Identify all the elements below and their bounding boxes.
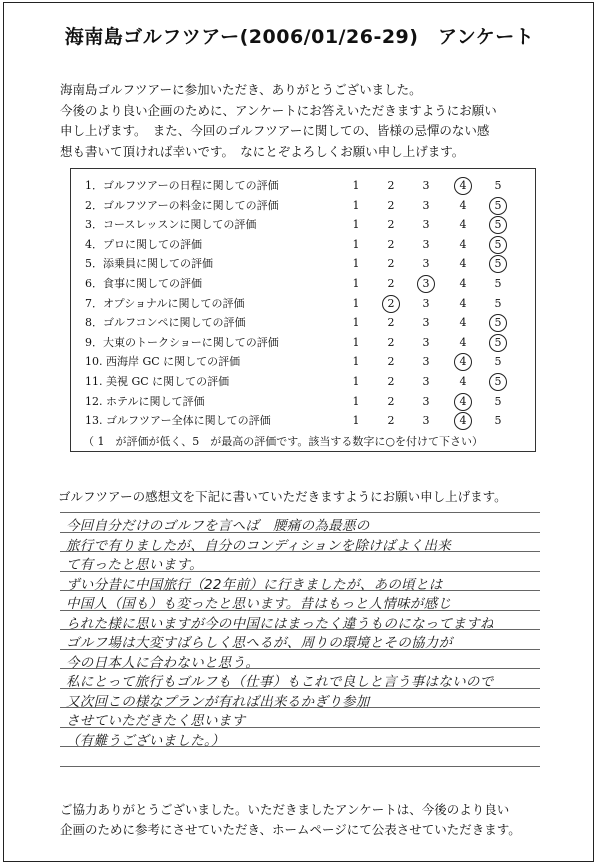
handwritten-line: 又次回この様なプランが有れば出来るかぎり参加 bbox=[66, 693, 370, 710]
evaluation-label: 12. ホテルに関して評価 bbox=[85, 394, 205, 408]
score-option[interactable]: 3 bbox=[422, 179, 430, 192]
selected-score[interactable]: 3 bbox=[417, 274, 435, 294]
score-option[interactable]: 5 bbox=[494, 355, 502, 369]
evaluation-label: 8．ゴルフコンペに関しての評価 bbox=[85, 316, 246, 330]
evaluation-label: 4．プロに関しての評価 bbox=[85, 237, 202, 251]
evaluation-label: 10. 西海岸 GC に関しての評価 bbox=[85, 355, 241, 369]
handwritten-line: 旅行で有りましたが、自分のコンディションを除けばよく出来 bbox=[66, 537, 452, 554]
selected-score[interactable]: 4 bbox=[454, 392, 472, 412]
score-option[interactable]: 3 bbox=[422, 316, 430, 330]
closing-line: 企画のために参考にさせていただき、ホームページにて公表させていただきます。 bbox=[60, 822, 521, 837]
score-option[interactable]: 1 bbox=[352, 414, 360, 428]
intro-line: 今後のより良い企画のために、アンケートにお答えいただきますようにお願い bbox=[60, 102, 497, 118]
score-option[interactable]: 1 bbox=[352, 316, 360, 330]
score-option[interactable]: 5 bbox=[494, 179, 502, 192]
score-option[interactable]: 1 bbox=[352, 218, 360, 232]
evaluation-row bbox=[71, 176, 537, 196]
evaluation-row bbox=[71, 411, 537, 431]
handwritten-line: 私にとって旅行もゴルフも（仕事）もこれで良しと言う事はないので bbox=[66, 674, 494, 690]
score-option[interactable]: 3 bbox=[422, 414, 430, 428]
score-option[interactable]: 1 bbox=[352, 375, 360, 388]
score-option[interactable]: 2 bbox=[387, 179, 395, 192]
score-option[interactable]: 2 bbox=[387, 394, 395, 408]
score-option[interactable]: 4 bbox=[459, 296, 467, 310]
score-option[interactable]: 5 bbox=[494, 414, 502, 428]
evaluation-row bbox=[71, 235, 537, 255]
score-option[interactable]: 5 bbox=[494, 394, 502, 408]
handwritten-line: させていただきたく思います bbox=[66, 713, 246, 729]
score-option[interactable]: 3 bbox=[422, 296, 430, 310]
evaluation-label: 3．コースレッスンに関しての評価 bbox=[85, 218, 257, 232]
score-option[interactable]: 2 bbox=[387, 257, 395, 271]
selected-score[interactable]: 5 bbox=[489, 215, 507, 235]
score-option[interactable]: 1 bbox=[352, 179, 360, 192]
score-option[interactable]: 1 bbox=[352, 198, 360, 212]
evaluation-label: 13. ゴルフツアー全体に関しての評価 bbox=[85, 414, 271, 428]
score-option[interactable]: 4 bbox=[459, 335, 467, 349]
handwritten-line: （有難うございました。） bbox=[66, 732, 225, 749]
selected-score[interactable]: 5 bbox=[489, 254, 507, 274]
score-option[interactable]: 1 bbox=[352, 335, 360, 349]
ruled-line bbox=[60, 766, 540, 767]
comment-prompt: ゴルフツアーの感想文を下記に書いていただきますようにお願い申し上げます。 bbox=[58, 489, 507, 504]
closing-line: ご協力ありがとうございました。いただきましたアンケートは、今後のより良い bbox=[60, 802, 510, 817]
evaluation-label: 11. 美視 GC に関しての評価 bbox=[85, 375, 230, 388]
evaluation-row bbox=[71, 352, 537, 372]
evaluation-row bbox=[71, 372, 537, 392]
handwritten-line: られた様に思いますが今の中国にはまったく違うものになってますね bbox=[66, 615, 494, 632]
selected-score[interactable]: 4 bbox=[454, 411, 472, 431]
evaluation-note: （ 1 が評価が低く、5 が最高の評価です。該当する数字に○を付けて下さい） bbox=[83, 435, 483, 448]
score-option[interactable]: 2 bbox=[387, 218, 395, 232]
selected-score[interactable]: 4 bbox=[454, 176, 472, 196]
score-option[interactable]: 1 bbox=[352, 296, 360, 310]
selected-score[interactable]: 4 bbox=[454, 352, 472, 372]
score-option[interactable]: 4 bbox=[459, 375, 467, 388]
score-option[interactable]: 2 bbox=[387, 277, 395, 290]
handwritten-line: 中国人（国も）も変ったと思います。昔はもっと人情味が感じ bbox=[66, 596, 452, 612]
closing-text bbox=[60, 800, 560, 840]
score-option[interactable]: 3 bbox=[422, 257, 430, 271]
score-option[interactable]: 4 bbox=[459, 257, 467, 271]
selected-score[interactable]: 5 bbox=[489, 313, 507, 333]
score-option[interactable]: 3 bbox=[422, 218, 430, 232]
evaluation-row bbox=[71, 254, 537, 274]
handwritten-line: ゴルフ場は大変すばらしく思へるが、周りの環境とその協力が bbox=[66, 635, 453, 651]
evaluation-label: 2．ゴルフツアーの料金に関しての評価 bbox=[85, 198, 279, 212]
score-option[interactable]: 3 bbox=[422, 237, 430, 251]
score-option[interactable]: 4 bbox=[459, 198, 467, 212]
evaluation-row bbox=[71, 313, 537, 333]
score-option[interactable]: 2 bbox=[387, 316, 395, 330]
page-title: 海南島ゴルフツアー(2006/01/26-29) アンケート bbox=[64, 26, 535, 48]
evaluation-row bbox=[71, 196, 537, 216]
score-option[interactable]: 3 bbox=[422, 355, 430, 369]
selected-score[interactable]: 2 bbox=[382, 294, 400, 314]
handwritten-line: ずい分昔に中国旅行（22年前）に行きましたが、あの頃とは bbox=[66, 576, 443, 593]
score-option[interactable]: 3 bbox=[422, 375, 430, 388]
evaluation-row bbox=[71, 333, 537, 353]
score-option[interactable]: 2 bbox=[387, 237, 395, 251]
score-option[interactable]: 3 bbox=[422, 394, 430, 408]
score-option[interactable]: 4 bbox=[459, 316, 467, 330]
handwritten-line: 今回自分だけのゴルフを言へば 腰痛の為最悪の bbox=[66, 518, 370, 534]
handwritten-line: て有ったと思います。 bbox=[66, 557, 203, 573]
score-option[interactable]: 3 bbox=[422, 335, 430, 349]
selected-score[interactable]: 5 bbox=[489, 196, 507, 216]
score-option[interactable]: 1 bbox=[352, 237, 360, 251]
evaluation-label: 5．添乗員に関しての評価 bbox=[85, 257, 213, 271]
ruled-line bbox=[60, 512, 540, 513]
evaluation-row bbox=[71, 215, 537, 235]
evaluation-table bbox=[70, 168, 536, 452]
score-option[interactable]: 5 bbox=[494, 277, 502, 290]
score-option[interactable]: 2 bbox=[387, 375, 395, 388]
score-option[interactable]: 2 bbox=[387, 335, 395, 349]
score-option[interactable]: 4 bbox=[459, 277, 467, 290]
score-option[interactable]: 1 bbox=[352, 277, 360, 290]
score-option[interactable]: 2 bbox=[387, 355, 395, 369]
intro-line: 申し上げます。 また、今回のゴルフツアーに関しての、皆様の忌憚のない感 bbox=[60, 123, 490, 138]
score-option[interactable]: 4 bbox=[459, 237, 467, 251]
intro-text bbox=[60, 80, 560, 162]
score-option[interactable]: 1 bbox=[352, 394, 360, 408]
score-option[interactable]: 2 bbox=[387, 414, 395, 428]
score-option[interactable]: 4 bbox=[459, 218, 467, 232]
intro-line: 海南島ゴルフツアーに参加いただき、ありがとうございました。 bbox=[60, 82, 422, 97]
evaluation-label: 6．食事に関しての評価 bbox=[85, 277, 202, 290]
evaluation-row bbox=[71, 274, 537, 294]
selected-score[interactable]: 5 bbox=[489, 372, 507, 392]
evaluation-label: 7．オプショナルに関しての評価 bbox=[85, 296, 245, 310]
score-option[interactable]: 2 bbox=[387, 198, 395, 212]
score-option[interactable]: 1 bbox=[352, 257, 360, 271]
score-option[interactable]: 1 bbox=[352, 355, 360, 369]
evaluation-row bbox=[71, 392, 537, 412]
selected-score[interactable]: 5 bbox=[489, 333, 507, 353]
evaluation-label: 1．ゴルフツアーの日程に関しての評価 bbox=[85, 179, 279, 192]
score-option[interactable]: 3 bbox=[422, 198, 430, 212]
handwritten-line: 今の日本人に合わないと思う。 bbox=[66, 654, 260, 671]
intro-line: 想も書いて頂ければ幸いです。 なにとぞよろしくお願い申し上げます。 bbox=[60, 143, 465, 159]
evaluation-row bbox=[71, 294, 537, 314]
selected-score[interactable]: 5 bbox=[489, 235, 507, 255]
score-option[interactable]: 5 bbox=[494, 296, 502, 310]
evaluation-label: 9．大東のトークショーに関しての評価 bbox=[85, 335, 279, 349]
